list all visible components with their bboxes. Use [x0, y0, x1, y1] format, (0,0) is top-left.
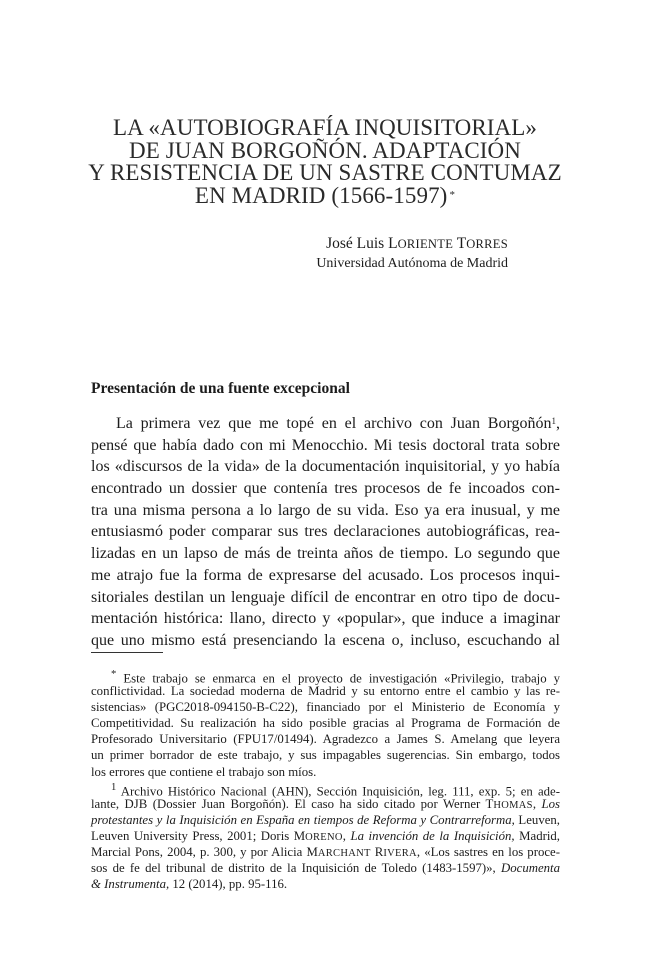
body-line: que uno mismo está presenciando la escena o, incluso, escuchando al: [91, 631, 560, 649]
title-line: DE JUAN BORGOÑÓN. ADAPTACIÓN: [129, 137, 521, 163]
body-line: tra una misma persona a lo largo de su vida. Eso ya era inusual, y me: [91, 501, 560, 519]
body-line-text: La primera vez que me topé en el archivo con Juan Borgoñón: [116, 415, 552, 432]
footnote-title-italic: Documenta: [495, 861, 560, 876]
footnote-line: [91, 812, 560, 828]
footnote-author-initial: M: [306, 845, 318, 860]
footnote-title-italic: & Instrumenta,: [91, 877, 170, 892]
body-line: los «discursos de la vida» de la documentación inquisitorial, y yo había: [91, 458, 560, 476]
footnote-text: Leuven University Press, 2001; Doris: [91, 828, 294, 843]
author-second-surname-rest: ORRES: [466, 237, 508, 251]
footnote-line: [91, 828, 560, 844]
chapter-title: [40, 117, 610, 207]
footnote-text: Archivo Histórico Nacional (AHN), Sección Inquisición, leg. 111, exp. 5; en ade-: [120, 783, 560, 798]
title-line: Y RESISTENCIA DE UN SASTRE CONTUMAZ: [88, 160, 562, 185]
footnote-author-smallcaps: IVERA: [383, 848, 417, 860]
author-surname-rest: ORIENTE: [397, 237, 454, 251]
title-footnote-mark: *: [449, 188, 456, 201]
body-paragraph: [91, 413, 560, 652]
body-line: sitoriales destilan un lenguaje difícil de encontrar en otro tipo de docu-: [91, 588, 560, 606]
footnote-line: [91, 780, 560, 796]
footnote-mark: *: [111, 669, 117, 680]
footnote-text: Este trabajo se enmarca en el proyecto de investigación «Privilegio, trabajo y: [123, 671, 560, 686]
footnote-line: Competitividad. Su realización ha sido posible gracias al Programa de Formación de: [91, 716, 560, 731]
footnote-author-initial: M: [293, 828, 306, 843]
footnote-text: Leuven,: [514, 812, 560, 827]
footnote-author-initial: T: [485, 796, 494, 811]
footnote-line: [91, 844, 560, 860]
footnote-separator: [91, 652, 163, 653]
title-line: LA «AUTOBIOGRAFÍA INQUISITORIAL»: [112, 115, 538, 140]
footnote-title-italic: protestantes y la Inquisición en España en tiempos de Reforma y Contrarreforma,: [91, 812, 515, 827]
author-affiliation: Universidad Autónoma de Madrid: [316, 256, 508, 271]
author-block: [316, 234, 508, 273]
author-second-surname-initial: T: [456, 235, 467, 252]
footnote-line: los errores que contiene el trabajo son míos.: [91, 764, 317, 779]
footnote-mark: 1: [111, 781, 117, 793]
body-line-punct: ,: [556, 415, 560, 432]
section-heading: Presentación de una fuente excepcional: [91, 380, 350, 397]
body-line: mentación histórica: llano, directo y «popular», que induce a imaginar: [91, 610, 560, 628]
footnote-line: [91, 667, 560, 686]
footnote-text: , «Los sastres en los proce-: [416, 845, 560, 860]
footnote-author-smallcaps: ORENO: [305, 831, 343, 843]
footnote-line: conflictividad. La sociedad moderna de Madrid y su entorno entre el cambio y las re-: [91, 684, 560, 699]
author-given-name: José Luis: [326, 235, 389, 252]
footnote-text: lante, DJB (Dossier Juan Borgoñón). El caso ha sido citado por Werner: [91, 796, 486, 811]
footnote-text: 12 (2014), pp. 95-116.: [169, 877, 288, 892]
footnote-line: [91, 796, 560, 812]
footnote-title-italic: Los: [541, 796, 560, 811]
footnote-text: Madrid,: [514, 828, 561, 843]
footnote-line: [91, 876, 560, 892]
title-line-text: EN MADRID (1566-1597): [194, 182, 448, 208]
footnote-line: Profesorado Universitario (FPU17/01494). Agradezco a James S. Amelang que leyera: [91, 732, 560, 747]
footnote-text: sos de fe del tribunal de distrito de la Inquisición de Toledo (1483-1597)»,: [91, 861, 496, 876]
footnote-ref: 1: [551, 416, 556, 426]
footnote-line: un primer borrador de este trabajo, y sus impagables sugerencias. Sin embargo, todos: [91, 748, 560, 763]
body-line: pensé que había dado con mi Menocchio. Mi tesis doctoral trata sobre: [91, 436, 560, 454]
footnote-author-smallcaps: HOMAS: [493, 799, 533, 811]
body-line: me atrajo fue la forma de expresarse del acusado. Los procesos inqui-: [91, 566, 560, 584]
body-line: entusiasmó poder comparar sus tres declaraciones autobiográficas, rea-: [91, 523, 560, 541]
author-name: [316, 234, 508, 254]
footnote-text: ,: [342, 828, 351, 843]
body-line: lizadas en un lapso de más de treinta años de tiempo. Lo segundo que: [91, 545, 560, 563]
body-line: [91, 413, 560, 435]
title-line: [40, 182, 610, 208]
footnotes: [91, 667, 560, 892]
body-line: encontrado un dossier que contenía tres procesos de fe incoados con-: [91, 480, 560, 498]
footnote-author-initial: R: [374, 845, 384, 860]
footnote-line: sistencias» (PGC2018-094150-B-C22), financiado por el Ministerio de Economía y: [91, 700, 560, 715]
footnote-text: Marcial Pons, 2004, p. 300, y por Alicia: [91, 845, 307, 860]
footnote-title-italic: La invención de la Inquisición,: [350, 828, 515, 843]
footnote-text: ,: [532, 796, 542, 811]
footnote-author-smallcaps: ARCHANT: [317, 848, 371, 860]
footnote-line: [91, 860, 560, 876]
author-surname-initial: L: [388, 235, 398, 252]
